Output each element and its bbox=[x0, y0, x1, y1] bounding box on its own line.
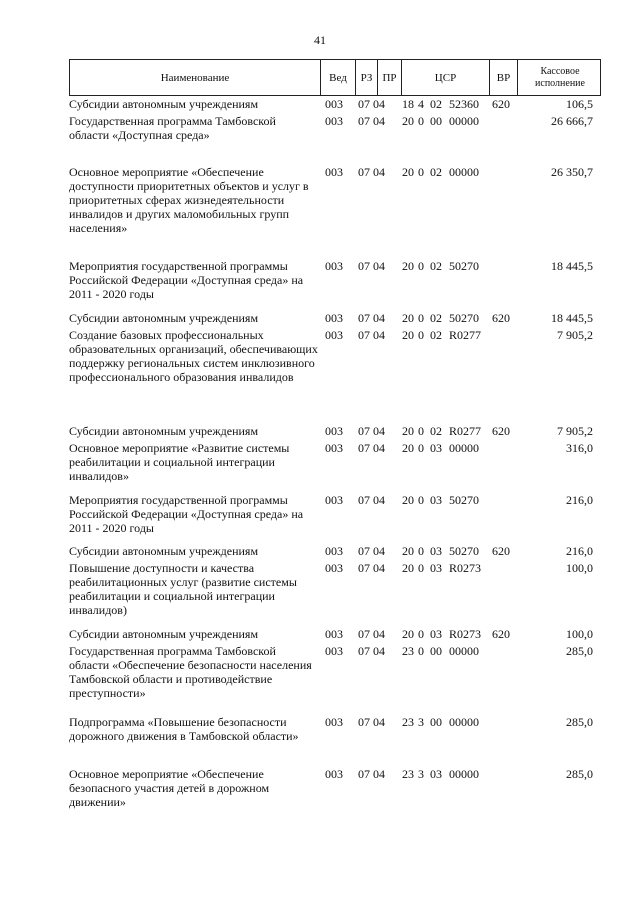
row-vr: 620 bbox=[492, 97, 510, 111]
row-name: Создание базовых профессиональных образовательных организаций, обеспечивающих поддержку региональных систем инклюзивного профессионального образования инвалидов bbox=[69, 328, 318, 384]
table-row bbox=[0, 311, 640, 328]
row-rz: 07 bbox=[358, 441, 370, 455]
row-csr-part: 20 bbox=[402, 493, 414, 507]
row-csr-part: 02 bbox=[430, 328, 442, 342]
row-csr bbox=[402, 424, 481, 438]
row-pr: 04 bbox=[373, 114, 385, 128]
row-csr-part: 52360 bbox=[449, 97, 479, 111]
row-name: Основное мероприятие «Обеспечение безопасного участия детей в дорожном движении» bbox=[69, 767, 270, 809]
row-csr-part: 00000 bbox=[449, 441, 479, 455]
row-csr bbox=[402, 97, 479, 111]
row-csr bbox=[402, 165, 479, 179]
row-csr-part: 0 bbox=[418, 259, 424, 273]
table-row bbox=[0, 767, 640, 827]
row-csr-part: 02 bbox=[430, 311, 442, 325]
row-pr: 04 bbox=[373, 715, 385, 729]
row-vr: 620 bbox=[492, 311, 510, 325]
row-csr bbox=[402, 767, 479, 781]
row-csr-part: 03 bbox=[430, 441, 442, 455]
row-csr-part: 0 bbox=[418, 311, 424, 325]
row-csr bbox=[402, 561, 481, 575]
row-csr bbox=[402, 644, 479, 658]
row-pr: 04 bbox=[373, 544, 385, 558]
row-ved: 003 bbox=[325, 644, 343, 658]
row-csr-part: 23 bbox=[402, 644, 414, 658]
row-name: Государственная программа Тамбовской области «Доступная среда» bbox=[69, 114, 276, 142]
row-ved: 003 bbox=[325, 493, 343, 507]
row-csr-part: 02 bbox=[430, 424, 442, 438]
row-ved: 003 bbox=[325, 715, 343, 729]
row-name: Основное мероприятие «Обеспечение доступности приоритетных объектов и услуг в приоритетных сферах жизнедеятельности инвалидов и других маломобильных групп населения» bbox=[69, 165, 309, 235]
table-row bbox=[0, 561, 640, 627]
row-csr-part: 02 bbox=[430, 259, 442, 273]
row-sum: 106,5 bbox=[566, 97, 593, 111]
row-csr-part: 0 bbox=[418, 493, 424, 507]
row-name: Повышение доступности и качества реабилитационных услуг (развитие системы реабилитации и социальной интеграции инвалидов) bbox=[69, 561, 297, 617]
row-csr-part: R0277 bbox=[449, 328, 482, 342]
row-csr-part: 50270 bbox=[449, 259, 479, 273]
table-body bbox=[0, 97, 640, 827]
row-csr-part: 20 bbox=[402, 441, 414, 455]
row-csr bbox=[402, 441, 479, 455]
row-csr-part: 00000 bbox=[449, 644, 479, 658]
row-csr-part: 02 bbox=[430, 165, 442, 179]
row-rz: 07 bbox=[358, 165, 370, 179]
header-ved: Вед bbox=[321, 60, 356, 95]
row-pr: 04 bbox=[373, 97, 385, 111]
row-sum: 285,0 bbox=[566, 715, 593, 729]
row-name: Субсидии автономным учреждениям bbox=[69, 544, 259, 558]
row-sum: 216,0 bbox=[566, 493, 593, 507]
row-rz: 07 bbox=[358, 644, 370, 658]
row-csr bbox=[402, 715, 479, 729]
table-row bbox=[0, 114, 640, 165]
row-rz: 07 bbox=[358, 311, 370, 325]
row-csr-part: 0 bbox=[418, 544, 424, 558]
row-csr-part: 0 bbox=[418, 114, 424, 128]
row-csr-part: 20 bbox=[402, 328, 414, 342]
row-csr-part: 50270 bbox=[449, 544, 479, 558]
row-ved: 003 bbox=[325, 165, 343, 179]
row-csr-part: 03 bbox=[430, 493, 442, 507]
row-name: Мероприятия государственной программы Российской Федерации «Доступная среда» на 2011 - 2020 годы bbox=[69, 493, 304, 535]
row-sum: 100,0 bbox=[566, 627, 593, 641]
row-ved: 003 bbox=[325, 311, 343, 325]
table-row bbox=[0, 328, 640, 424]
row-pr: 04 bbox=[373, 165, 385, 179]
row-name: Субсидии автономным учреждениям bbox=[69, 627, 259, 641]
row-csr-part: 0 bbox=[418, 561, 424, 575]
header-sum: Кассовое исполнение bbox=[535, 65, 585, 89]
row-rz: 07 bbox=[358, 328, 370, 342]
row-pr: 04 bbox=[373, 627, 385, 641]
row-csr-part: 20 bbox=[402, 627, 414, 641]
row-name: Подпрограмма «Повышение безопасности дорожного движения в Тамбовской области» bbox=[69, 715, 299, 743]
row-csr-part: 03 bbox=[430, 544, 442, 558]
row-name: Субсидии автономным учреждениям bbox=[69, 424, 259, 438]
row-csr-part: 02 bbox=[430, 97, 442, 111]
row-csr-part: 50270 bbox=[449, 311, 479, 325]
row-csr-part: R0273 bbox=[449, 627, 482, 641]
row-rz: 07 bbox=[358, 561, 370, 575]
row-name: Мероприятия государственной программы Российской Федерации «Доступная среда» на 2011 - 2020 годы bbox=[69, 259, 304, 301]
row-ved: 003 bbox=[325, 97, 343, 111]
row-name: Государственная программа Тамбовской области «Обеспечение безопасности населения Тамбовской области и противодействие преступности» bbox=[69, 644, 312, 700]
row-csr-part: 23 bbox=[402, 767, 414, 781]
row-name: Субсидии автономным учреждениям bbox=[69, 97, 259, 111]
row-csr-part: 20 bbox=[402, 311, 414, 325]
row-vr: 620 bbox=[492, 627, 510, 641]
row-rz: 07 bbox=[358, 493, 370, 507]
page-number: 41 bbox=[314, 33, 326, 47]
row-csr-part: 18 bbox=[402, 97, 414, 111]
row-sum: 18 445,5 bbox=[551, 311, 593, 325]
row-name: Основное мероприятие «Развитие системы реабилитации и социальной интеграции инвалидов» bbox=[69, 441, 290, 483]
row-ved: 003 bbox=[325, 544, 343, 558]
row-vr: 620 bbox=[492, 544, 510, 558]
row-csr bbox=[402, 259, 479, 273]
row-sum: 285,0 bbox=[566, 767, 593, 781]
row-csr-part: 0 bbox=[418, 424, 424, 438]
row-ved: 003 bbox=[325, 259, 343, 273]
row-ved: 003 bbox=[325, 441, 343, 455]
row-rz: 07 bbox=[358, 424, 370, 438]
row-sum: 7 905,2 bbox=[557, 328, 593, 342]
table-row bbox=[0, 259, 640, 311]
row-csr bbox=[402, 493, 479, 507]
row-ved: 003 bbox=[325, 424, 343, 438]
table-row bbox=[0, 493, 640, 544]
row-sum: 100,0 bbox=[566, 561, 593, 575]
row-sum: 316,0 bbox=[566, 441, 593, 455]
table-row bbox=[0, 424, 640, 441]
row-csr-part: 0 bbox=[418, 441, 424, 455]
row-sum: 18 445,5 bbox=[551, 259, 593, 273]
row-csr bbox=[402, 544, 479, 558]
row-csr-part: 3 bbox=[418, 767, 424, 781]
row-sum: 26 350,7 bbox=[551, 165, 593, 179]
table-row bbox=[0, 544, 640, 561]
row-pr: 04 bbox=[373, 328, 385, 342]
row-csr-part: 20 bbox=[402, 424, 414, 438]
row-csr bbox=[402, 311, 479, 325]
row-ved: 003 bbox=[325, 627, 343, 641]
row-csr-part: 20 bbox=[402, 561, 414, 575]
header-csr: ЦСР bbox=[402, 60, 490, 95]
row-rz: 07 bbox=[358, 715, 370, 729]
row-csr-part: 00 bbox=[430, 715, 442, 729]
row-pr: 04 bbox=[373, 424, 385, 438]
row-csr-part: 00000 bbox=[449, 767, 479, 781]
row-csr-part: 20 bbox=[402, 114, 414, 128]
row-csr-part: 50270 bbox=[449, 493, 479, 507]
row-csr-part: 00000 bbox=[449, 715, 479, 729]
row-rz: 07 bbox=[358, 767, 370, 781]
row-rz: 07 bbox=[358, 259, 370, 273]
row-csr-part: 20 bbox=[402, 259, 414, 273]
row-ved: 003 bbox=[325, 561, 343, 575]
row-csr-part: 00 bbox=[430, 114, 442, 128]
row-rz: 07 bbox=[358, 114, 370, 128]
header-rz: РЗ bbox=[356, 60, 378, 95]
row-csr-part: R0277 bbox=[449, 424, 482, 438]
row-rz: 07 bbox=[358, 97, 370, 111]
row-csr-part: 03 bbox=[430, 767, 442, 781]
table-row bbox=[0, 165, 640, 259]
table-header bbox=[69, 59, 601, 96]
row-csr bbox=[402, 328, 481, 342]
row-rz: 07 bbox=[358, 544, 370, 558]
row-pr: 04 bbox=[373, 767, 385, 781]
header-vr: ВР bbox=[490, 60, 518, 95]
row-pr: 04 bbox=[373, 259, 385, 273]
table-row bbox=[0, 97, 640, 114]
row-csr-part: 20 bbox=[402, 165, 414, 179]
row-csr-part: 03 bbox=[430, 561, 442, 575]
row-pr: 04 bbox=[373, 561, 385, 575]
row-csr-part: 0 bbox=[418, 627, 424, 641]
table-row bbox=[0, 441, 640, 493]
row-csr bbox=[402, 627, 481, 641]
row-csr-part: 0 bbox=[418, 328, 424, 342]
row-csr-part: 20 bbox=[402, 544, 414, 558]
row-sum: 216,0 bbox=[566, 544, 593, 558]
table-row bbox=[0, 644, 640, 715]
row-csr-part: 0 bbox=[418, 644, 424, 658]
row-csr-part: 00000 bbox=[449, 165, 479, 179]
row-rz: 07 bbox=[358, 627, 370, 641]
row-sum: 7 905,2 bbox=[557, 424, 593, 438]
row-ved: 003 bbox=[325, 767, 343, 781]
row-name: Субсидии автономным учреждениям bbox=[69, 311, 259, 325]
row-csr-part: 4 bbox=[418, 97, 424, 111]
row-ved: 003 bbox=[325, 328, 343, 342]
row-vr: 620 bbox=[492, 424, 510, 438]
header-pr: ПР bbox=[378, 60, 402, 95]
row-csr-part: 00000 bbox=[449, 114, 479, 128]
row-sum: 285,0 bbox=[566, 644, 593, 658]
table-row bbox=[0, 627, 640, 644]
row-ved: 003 bbox=[325, 114, 343, 128]
row-pr: 04 bbox=[373, 493, 385, 507]
row-csr bbox=[402, 114, 479, 128]
row-csr-part: 3 bbox=[418, 715, 424, 729]
row-pr: 04 bbox=[373, 644, 385, 658]
row-csr-part: 0 bbox=[418, 165, 424, 179]
row-pr: 04 bbox=[373, 441, 385, 455]
row-csr-part: 03 bbox=[430, 627, 442, 641]
row-csr-part: 23 bbox=[402, 715, 414, 729]
row-csr-part: 00 bbox=[430, 644, 442, 658]
row-csr-part: R0273 bbox=[449, 561, 482, 575]
header-name: Наименование bbox=[70, 60, 321, 95]
row-pr: 04 bbox=[373, 311, 385, 325]
row-sum: 26 666,7 bbox=[551, 114, 593, 128]
table-row bbox=[0, 715, 640, 767]
